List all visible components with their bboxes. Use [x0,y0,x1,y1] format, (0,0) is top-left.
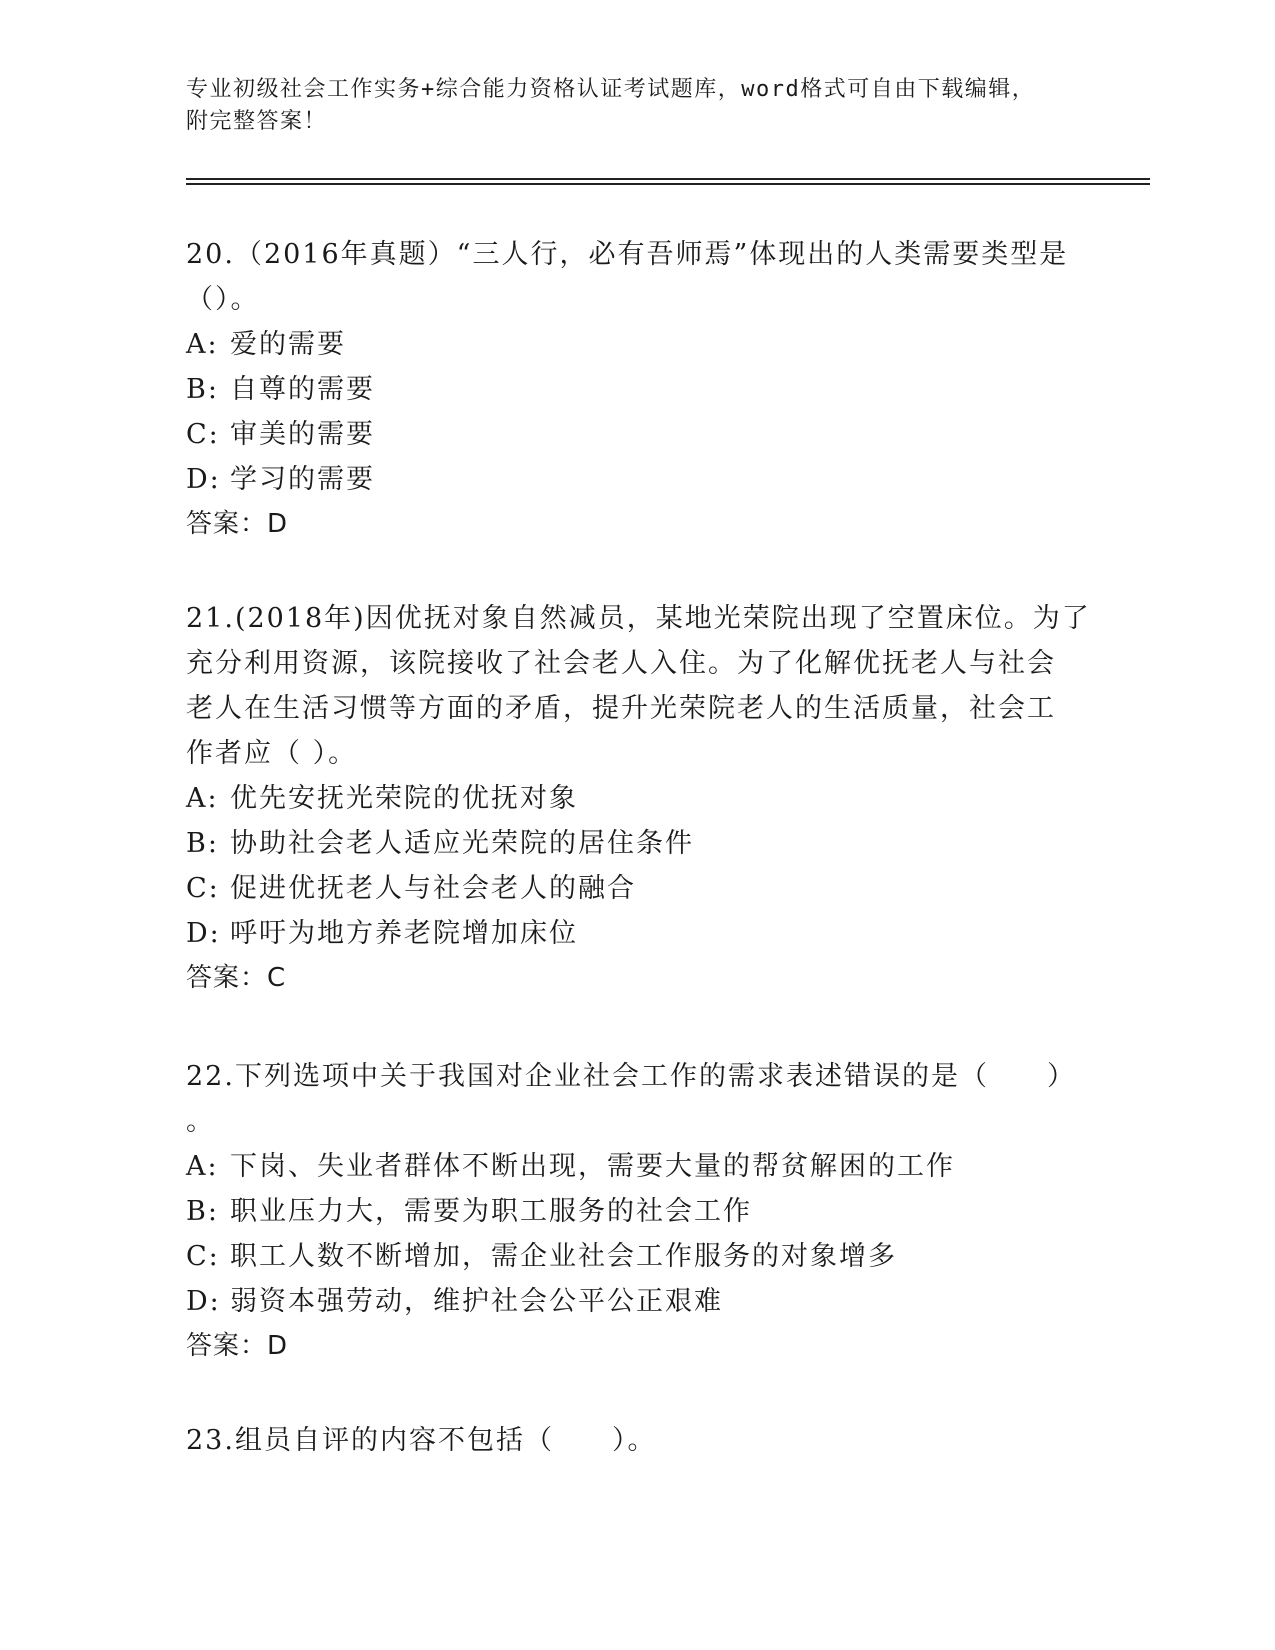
option-c [186,412,1086,457]
question-stem-line: 作者应（ ）。 [186,738,358,769]
option-letter: C: [186,1241,220,1272]
option-text: 弱资本强劳动，维护社会公平公正艰难 [230,1286,723,1317]
option-b [186,821,1086,866]
option-d [186,911,1086,956]
question-stem-line: 。 [186,1106,215,1137]
option-letter: C: [186,419,220,450]
option-c [186,1234,1086,1279]
option-d [186,457,1086,502]
option-letter: D: [186,464,221,495]
question-23 [186,1418,1086,1463]
option-letter: D: [186,1286,221,1317]
option-c [186,866,1086,911]
option-b [186,1189,1086,1234]
question-21 [186,596,1091,1001]
option-letter: B: [186,1196,219,1227]
option-a [186,322,1086,367]
option-b [186,367,1086,412]
question-stem-line: 22.下列选项中关于我国对企业社会工作的需求表述错误的是（ ） [186,1061,1076,1092]
option-text: 学习的需要 [230,464,375,495]
question-stem-line: 老人在生活习惯等方面的矛盾，提升光荣院老人的生活质量，社会工 [186,693,1056,724]
option-letter: A: [186,783,219,814]
option-letter: B: [186,828,219,859]
option-letter: A: [186,1151,219,1182]
option-a [186,776,1086,821]
option-text: 爱的需要 [230,329,346,360]
option-text: 协助社会老人适应光荣院的居住条件 [230,828,694,859]
option-text: 优先安抚光荣院的优抚对象 [230,783,578,814]
header-line-2: 附完整答案！ [186,109,328,134]
option-text: 自尊的需要 [230,374,375,405]
option-d [186,1279,1086,1324]
option-text: 下岗、失业者群体不断出现，需要大量的帮贫解困的工作 [230,1151,955,1182]
header-divider-bottom [186,183,1150,185]
question-stem-line: 21.(2018年)因优抚对象自然减员，某地光荣院出现了空置床位。为了 [186,603,1091,634]
question-stem-line: 充分利用资源，该院接收了社会老人入住。为了化解优抚老人与社会 [186,648,1056,679]
answer-line: 答案：D [186,1331,289,1361]
question-20 [186,232,1086,547]
option-letter: D: [186,918,221,949]
answer-line: 答案：C [186,963,287,993]
option-text: 审美的需要 [230,419,375,450]
question-stem-line: （）。 [186,284,260,315]
option-a [186,1144,1086,1189]
option-text: 促进优抚老人与社会老人的融合 [230,873,636,904]
option-letter: C: [186,873,220,904]
option-letter: B: [186,374,219,405]
question-22 [186,1054,1086,1369]
header-divider-top [186,178,1150,180]
answer-line: 答案：D [186,509,289,539]
option-text: 呼吁为地方养老院增加床位 [230,918,578,949]
option-text: 职工人数不断增加，需企业社会工作服务的对象增多 [230,1241,897,1272]
question-stem-line: 20.（2016年真题）“三人行，必有吾师焉”体现出的人类需要类型是 [186,239,1069,270]
option-text: 职业压力大，需要为职工服务的社会工作 [230,1196,752,1227]
question-stem-line: 23.组员自评的内容不包括（ ）。 [186,1425,657,1456]
option-letter: A: [186,329,219,360]
document-header [186,74,1086,138]
header-line-1: 专业初级社会工作实务+综合能力资格认证考试题库，word格式可自由下载编辑， [186,77,1036,102]
